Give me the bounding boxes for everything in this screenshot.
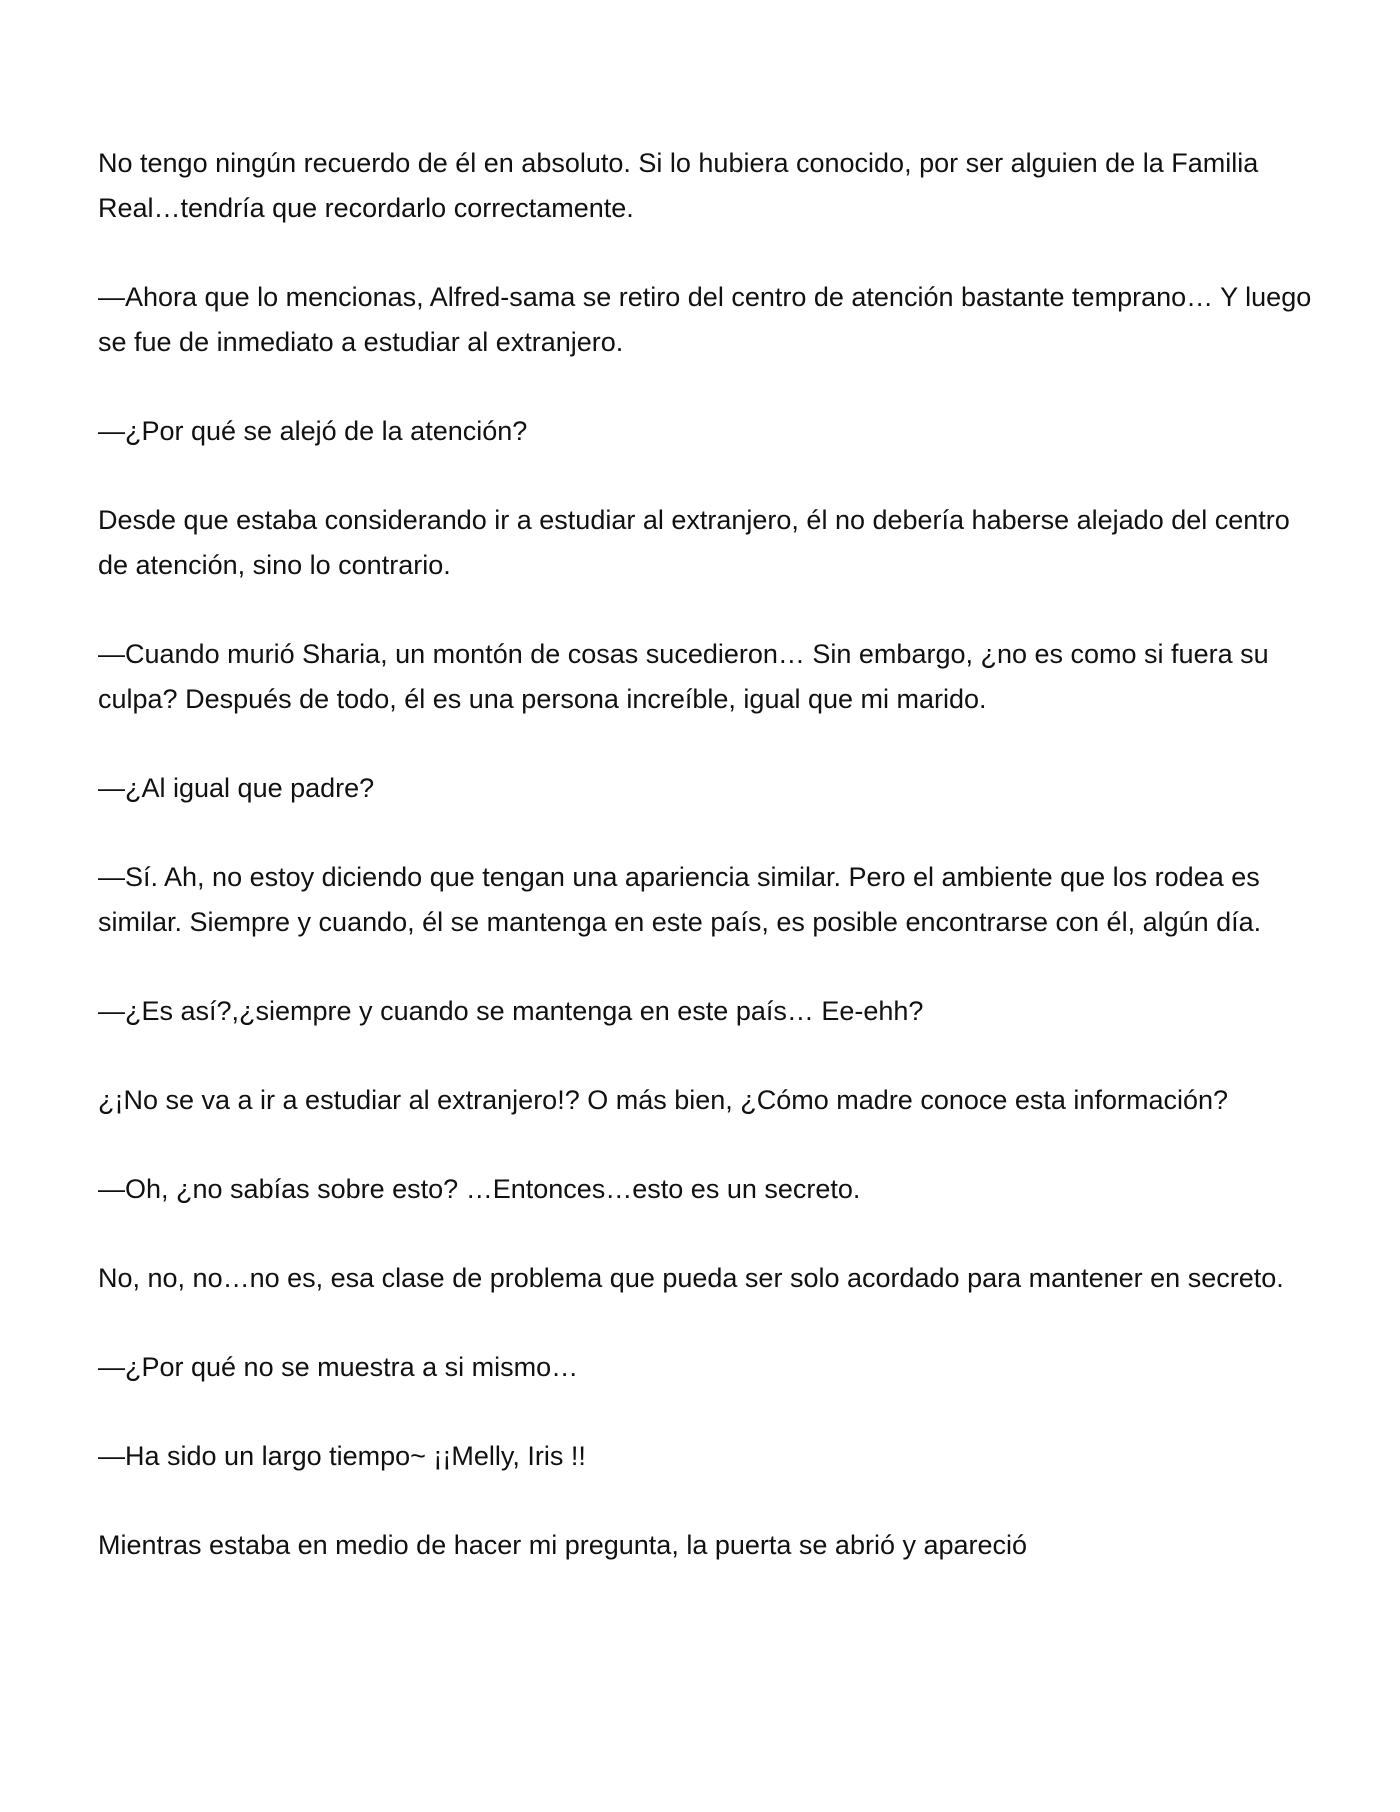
paragraph-2: —Ahora que lo mencionas, Alfred-sama se retiro del centro de atención bastante temprano… Y luego se fue de inmediato a estudiar al extranjero. — [98, 282, 1312, 357]
paragraph-10: —Oh, ¿no sabías sobre esto? …Entonces…esto es un secreto. — [98, 1174, 861, 1204]
paragraph-14: Mientras estaba en medio de hacer mi pregunta, la puerta se abrió y apareció — [98, 1530, 1028, 1560]
paragraph-7: —Sí. Ah, no estoy diciendo que tengan una apariencia similar. Pero el ambiente que los rodea es similar. Siempre y cuando, él se mantenga en este país, es posible encontrarse con él, algún día. — [98, 862, 1262, 937]
paragraph-11: No, no, no…no es, esa clase de problema que pueda ser solo acordado para mantener en secreto. — [98, 1263, 1284, 1293]
paragraph-9: ¿¡No se va a ir a estudiar al extranjero!? O más bien, ¿Cómo madre conoce esta información? — [98, 1085, 1229, 1115]
paragraph-3: —¿Por qué se alejó de la atención? — [98, 416, 528, 446]
paragraph-12: —¿Por qué no se muestra a si mismo… — [98, 1352, 579, 1382]
paragraph-5: —Cuando murió Sharia, un montón de cosas sucedieron… Sin embargo, ¿no es como si fuera su culpa? Después de todo, él es una persona increíble, igual que mi marido. — [98, 639, 1269, 714]
paragraph-1: No tengo ningún recuerdo de él en absoluto. Si lo hubiera conocido, por ser alguien de la Familia Real…tendría que recordarlo correctamente. — [98, 148, 1259, 223]
document-body — [98, 141, 1323, 1612]
paragraph-13: —Ha sido un largo tiempo~ ¡¡Melly, Iris !! — [98, 1441, 586, 1471]
paragraph-6: —¿Al igual que padre? — [98, 773, 375, 803]
paragraph-8: —¿Es así?,¿siempre y cuando se mantenga en este país… Ee-ehh? — [98, 996, 924, 1026]
paragraph-4: Desde que estaba considerando ir a estudiar al extranjero, él no debería haberse alejado del centro de atención, sino lo contrario. — [98, 505, 1290, 580]
